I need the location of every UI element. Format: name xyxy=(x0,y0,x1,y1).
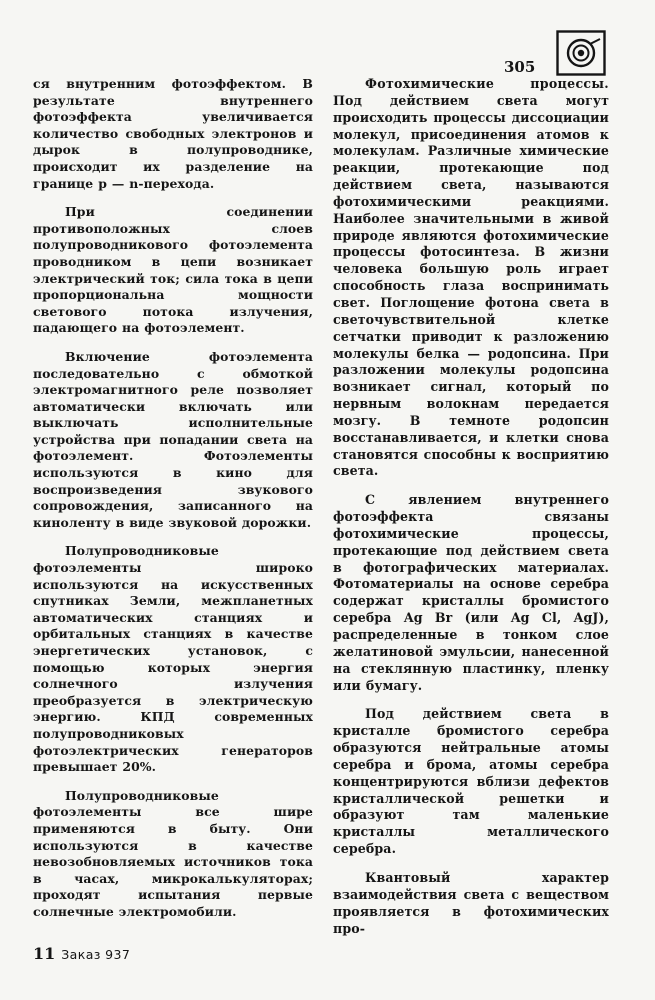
paragraph: Под действием света в кристалле бромистого серебра образуются нейтральные атомы серебра и брома, атомы серебра концентрируются вблизи дефектов кристаллической решетки и образуют там маленькие кристаллы металлического серебра. xyxy=(333,706,609,857)
paragraph xyxy=(333,76,609,480)
paragraph: Полупроводниковые фотоэлементы все шире применяются в быту. Они используются в качестве невозобновляемых источников тока в часах, микрокалькуляторах; проходят испытания первые солнечные электромобили. xyxy=(33,787,313,919)
paragraph: ся внутренним фотоэффектом. В результате внутреннего фотоэффекта увеличивается количество свободных электронов и дырок в полупроводнике, происходит их разделение на границе p — n-перехода. xyxy=(33,76,313,191)
page-number: 305 xyxy=(504,58,536,76)
circle-eye-icon xyxy=(556,30,606,76)
section-heading: Фотохимические процессы. xyxy=(365,76,609,91)
paragraph: Полупроводниковые фотоэлементы широко используются на искусственных спутниках Земли, межпланетных автоматических станциях и орбитальных станциях в качестве энергетических установок, с помощью которых энергия солнечного излучения преобразуется в электрическую энергию. КПД современных полупроводниковых фотоэлектрических генераторов превышает 20%. xyxy=(33,543,313,775)
sheet-signature: 11 xyxy=(33,944,56,963)
paragraph: При соединении противоположных слоев полупроводникового фотоэлемента проводником в цепи возникает электрический ток; сила тока в цепи пропорциональна мощности светового потока излучения, падающего на фотоэлемент. xyxy=(33,204,313,336)
paragraph: Включение фотоэлемента последовательно с обмоткой электромагнитного реле позволяет автоматически включать или выключать исполнительные устройства при попадании света на фотоэлемент. Фотоэлементы используются в кино для воспроизведения звукового сопровождения, записанного на киноленту в виде звуковой дорожки. xyxy=(33,348,313,530)
order-number: Заказ 937 xyxy=(61,947,131,962)
right-column xyxy=(333,76,609,937)
paragraph: Квантовый характер взаимодействия света с веществом проявляется в фотохимических про- xyxy=(333,869,609,936)
left-column xyxy=(33,76,313,921)
printer-signature xyxy=(33,944,130,963)
paragraph-text: Под действием света могут происходить процессы диссоциации молекул, присоединения атомов к молекулам. Различные химические реакции, протекающие под действием света, называются фотохимическими реакциями. Наиболее значительными в живой природе являются фотохимические процессы фотосинтеза. В жизни человека большую роль играет способность глаза воспринимать свет. Поглощение фотона света в светочувствительной клетке сетчатки приводит к разложению молекулы белка — родопсина. При разложении молекулы родопсина возникает сигнал, который по нервным волокнам передается мозгу. В темноте родопсин восстанавливается, и клетки снова становятся способны к восприятию света. xyxy=(333,92,609,479)
paragraph: С явлением внутреннего фотоэффекта связаны фотохимические процессы, протекающие под действием света в фотографических материалах. Фотоматериалы на основе серебра содержат кристаллы бромистого серебра Ag Br (или Ag Cl, AgJ), распределенные в тонком слое желатиновой эмульсии, нанесенной на стеклянную пластинку, пленку или бумагу. xyxy=(333,492,609,693)
